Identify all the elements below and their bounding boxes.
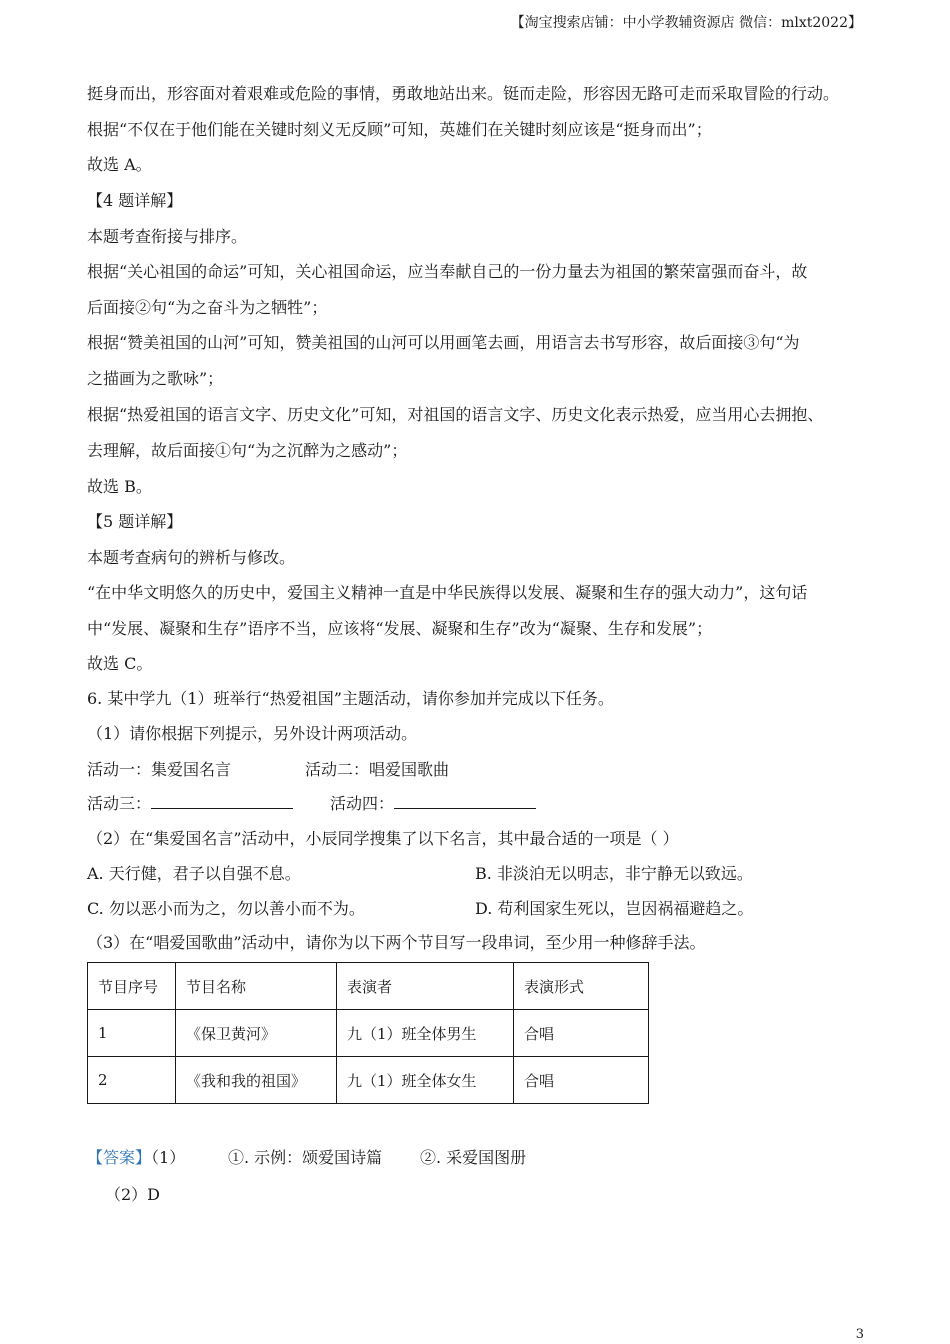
table-cell: 1 xyxy=(88,1010,176,1057)
table-cell: 九（1）班全体男生 xyxy=(337,1010,514,1057)
activity-3-label: 活动三： xyxy=(87,794,152,813)
option-b: B. 非淡泊无以明志，非宁静无以致远。 xyxy=(475,864,753,883)
question-6-part2: （2）在“集爱国名言”活动中，小辰同学搜集了以下名言，其中最合适的一项是（ ） xyxy=(87,829,679,848)
table-row xyxy=(88,1057,649,1104)
activity-4-blank[interactable] xyxy=(394,794,536,809)
table-header-cell: 表演形式 xyxy=(514,963,649,1010)
answer-line-1 xyxy=(87,1145,185,1168)
answer-item-2: ②. 采爱国图册 xyxy=(420,1148,527,1167)
option-d: D. 苟利国家生死以，岂因祸福避趋之。 xyxy=(475,899,754,918)
answer-part2: （2）D xyxy=(105,1185,161,1204)
activity-1: 活动一：集爱国名言 xyxy=(87,760,232,779)
text-line: 中“发展、凝聚和生存”语序不当，应该将“发展、凝聚和生存”改为“凝聚、生存和发展”； xyxy=(87,619,713,638)
table-cell: 合唱 xyxy=(514,1057,649,1104)
text-line: 挺身而出，形容面对着艰难或危险的事情，勇敢地站出来。铤而走险，形容因无路可走而采取冒险的行动。 xyxy=(87,84,840,103)
table-header-row xyxy=(88,963,649,1010)
program-table xyxy=(87,962,649,1104)
table-cell: 九（1）班全体女生 xyxy=(337,1057,514,1104)
section-heading: 【5 题详解】 xyxy=(87,512,183,531)
answer-item-1: ①. 示例：颂爱国诗篇 xyxy=(228,1148,383,1167)
question-6: 6. 某中学九（1）班举行“热爱祖国”主题活动，请你参加并完成以下任务。 xyxy=(87,689,614,708)
table-header-cell: 节目名称 xyxy=(176,963,337,1010)
text-line: 根据“不仅在于他们能在关键时刻义无反顾”可知，英雄们在关键时刻应该是“挺身而出”； xyxy=(87,120,712,139)
table-cell: 合唱 xyxy=(514,1010,649,1057)
text-line: “在中华文明悠久的历史中，爱国主义精神一直是中华民族得以发展、凝聚和生存的强大动力”，这句话 xyxy=(87,583,808,602)
question-6-part3: （3）在“唱爱国歌曲”活动中，请你为以下两个节目写一段串词，至少用一种修辞手法。 xyxy=(87,933,706,952)
option-c: C. 勿以恶小而为之，勿以善小而不为。 xyxy=(87,899,365,918)
table-cell: 《保卫黄河》 xyxy=(176,1010,337,1057)
text-line: 故选 B。 xyxy=(87,477,152,496)
activity-2: 活动二：唱爱国歌曲 xyxy=(305,760,450,779)
activity-3-blank[interactable] xyxy=(151,794,293,809)
section-heading: 【4 题详解】 xyxy=(87,191,183,210)
page-number: 3 xyxy=(855,1327,864,1342)
page-header: 【淘宝搜索店铺：中小学教辅资源店 微信：mlxt2022】 xyxy=(510,15,862,31)
text-line: 故选 A。 xyxy=(87,155,152,174)
text-line: 之描画为之歌咏”； xyxy=(87,369,224,388)
answer-part1: （1） xyxy=(151,1148,186,1167)
option-a: A. 天行健，君子以自强不息。 xyxy=(87,864,301,883)
text-line: 根据“热爱祖国的语言文字、历史文化”可知，对祖国的语言文字、历史文化表示热爱，应当用心去拥抱、 xyxy=(87,405,824,424)
text-line: 故选 C。 xyxy=(87,654,153,673)
table-header-cell: 表演者 xyxy=(337,963,514,1010)
answer-label: 【答案】 xyxy=(87,1148,152,1167)
activity-4-label: 活动四： xyxy=(330,794,395,813)
question-6-part1: （1）请你根据下列提示，另外设计两项活动。 xyxy=(87,724,418,743)
text-line: 根据“关心祖国的命运”可知，关心祖国命运，应当奉献自己的一份力量去为祖国的繁荣富强而奋斗，故 xyxy=(87,262,808,281)
table-header-cell: 节目序号 xyxy=(88,963,176,1010)
text-line: 后面接②句“为之奋斗为之牺牲”； xyxy=(87,298,328,317)
table-cell: 《我和我的祖国》 xyxy=(176,1057,337,1104)
table-row xyxy=(88,1010,649,1057)
text-line: 根据“赞美祖国的山河”可知，赞美祖国的山河可以用画笔去画，用语言去书写形容，故后面接③句“为 xyxy=(87,333,800,352)
text-line: 本题考查衔接与排序。 xyxy=(87,227,248,246)
text-line: 去理解，故后面接①句“为之沉醉为之感动”； xyxy=(87,441,408,460)
text-line: 本题考查病句的辨析与修改。 xyxy=(87,548,296,567)
activity-3 xyxy=(87,791,293,814)
table-cell: 2 xyxy=(88,1057,176,1104)
activity-4 xyxy=(330,791,536,814)
